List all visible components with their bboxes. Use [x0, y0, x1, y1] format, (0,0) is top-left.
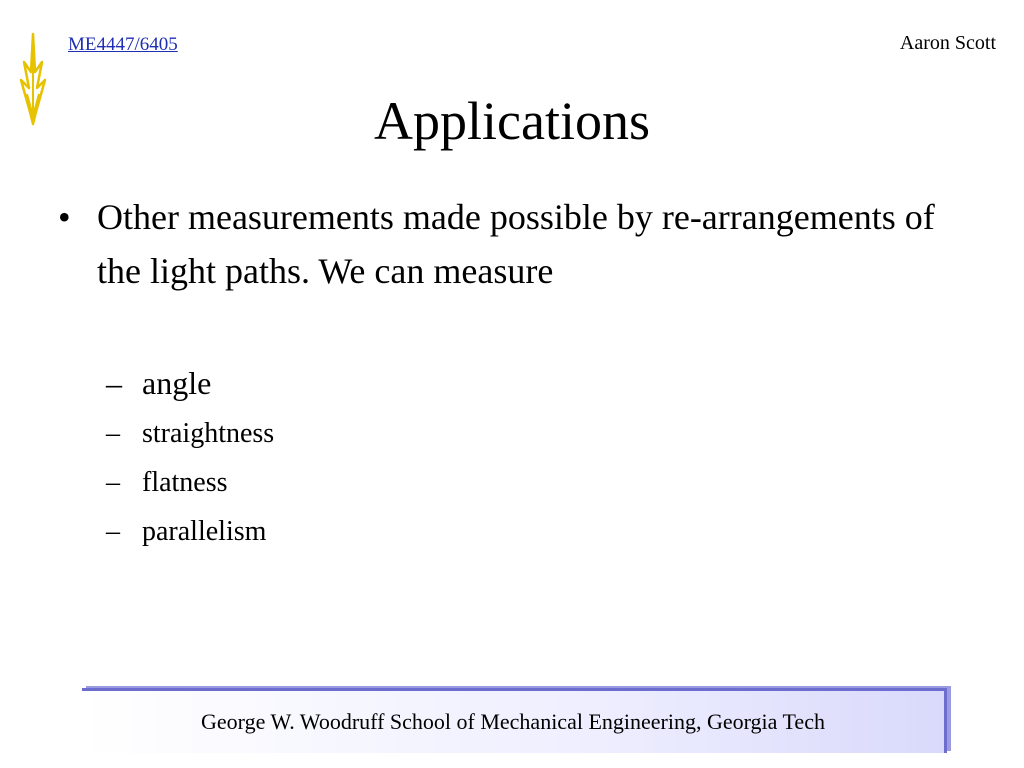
sub-bullet-item: [106, 463, 274, 512]
sub-bullet-list: [106, 360, 274, 561]
sub-bullet-dash: –: [106, 365, 122, 401]
sub-bullet-text: straightness: [142, 418, 275, 449]
sub-bullet-text: parallelism: [142, 516, 267, 547]
sub-bullet-dash: –: [106, 516, 120, 547]
sub-bullet-text: flatness: [142, 467, 228, 498]
author-name: Aaron Scott: [899, 32, 996, 54]
sub-bullet-dash: –: [106, 467, 120, 498]
sub-bullet-item: [106, 414, 274, 463]
main-bullet-text: Other measurements made possible by re-arrangements of the light paths. We can measure: [97, 197, 935, 291]
footer-banner: [82, 688, 947, 753]
main-bullet: [56, 190, 936, 298]
sub-bullet-dash: –: [106, 418, 120, 449]
sub-bullet-text: angle: [142, 365, 212, 401]
footer-text: George W. Woodruff School of Mechanical Engineering, Georgia Tech: [201, 709, 825, 734]
course-code-link[interactable]: ME4447/6405: [68, 34, 178, 55]
slide-title: Applications: [374, 91, 650, 151]
bullet-dot: •: [58, 197, 71, 237]
sub-bullet-item: [106, 512, 274, 561]
sub-bullet-item: [106, 360, 274, 414]
